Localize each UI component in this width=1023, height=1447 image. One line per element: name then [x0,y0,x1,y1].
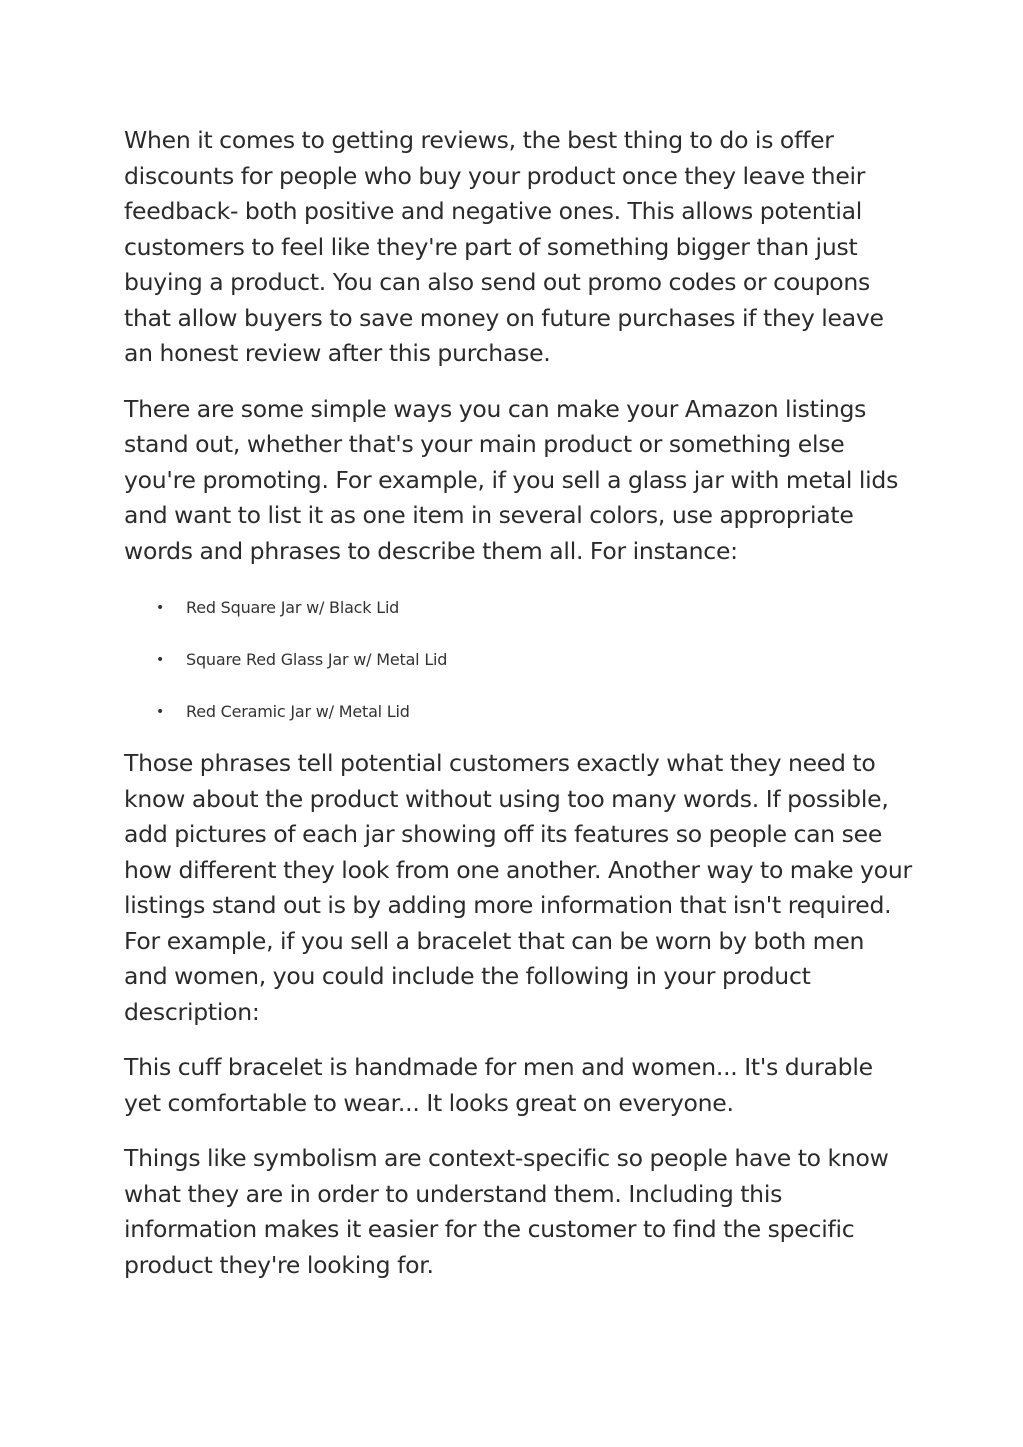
list-item-text: Square Red Glass Jar w/ Metal Lid [186,650,448,669]
paragraph-listings: There are some simple ways you can make your Amazon listings stand out, whether that's your main product or something else you're promoting. For example, if you sell a glass jar with metal lids and want to list it as one item in several colors, use appropriate words and phrases to describe them all. For instance: [124,394,899,565]
bullet-icon: • [156,652,165,668]
list-item [124,700,914,724]
paragraph-phrases: Those phrases tell potential customers exactly what they need to know about the product without using too many words. If possible, add pictures of each jar showing off its features so people can see how different they look from one another. Another way to make your listings stand out is by adding more information that isn't required. For example, if you sell a bracelet that can be worn by both men and women, you could include the following in your product description: [124,749,912,1026]
list-item-text: Red Square Jar w/ Black Lid [186,598,400,617]
list-item [124,648,914,672]
jar-examples-list [124,596,914,724]
bullet-icon: • [156,704,165,720]
document-page [124,123,914,1283]
paragraph-symbolism: Things like symbolism are context-specific so people have to know what they are in order to understand them. Including this information makes it easier for the customer to find the specific product they're looking for. [124,1144,889,1279]
paragraph-reviews: When it comes to getting reviews, the best thing to do is offer discounts for people who buy your product once they leave their feedback- both positive and negative ones. This allows potential customers to feel like they're part of something bigger than just buying a product. You can also send out promo codes or coupons that allow buyers to save money on future purchases if they leave an honest review after this purchase. [124,126,884,367]
list-item [124,596,914,620]
paragraph-bracelet-example: This cuff bracelet is handmade for men and women... It's durable yet comfortable to wear... It looks great on everyone. [124,1053,873,1117]
list-item-text: Red Ceramic Jar w/ Metal Lid [186,702,410,721]
bullet-icon: • [156,600,165,616]
